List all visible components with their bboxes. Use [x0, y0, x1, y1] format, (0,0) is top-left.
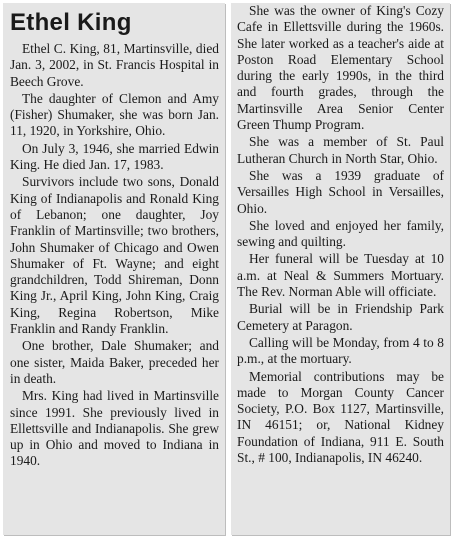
paragraph-birth: The daughter of Clemon and Amy (Fisher) Shumaker, she was born Jan. 11, 1920, in Yorkshire, Ohio.: [10, 90, 219, 139]
paragraph-memorials: Memorial contributions may be made to Morgan County Cancer Society, P.O. Box 1127, Martinsville, IN 46151; or, National Kidney Foundation of Indiana, 911 E. South St., # 100, Indianapolis, IN 46240.: [237, 368, 444, 466]
paragraph-marriage: On July 3, 1946, she married Edwin King. He died Jan. 17, 1983.: [10, 140, 219, 173]
paragraph-education: She was a 1939 graduate of Versailles High School in Versailles, Ohio.: [237, 167, 444, 216]
paragraph-burial: Burial will be in Friendship Park Cemetery at Paragon.: [237, 301, 444, 333]
paragraph-calling: Calling will be Monday, from 4 to 8 p.m., at the mortuary.: [237, 334, 444, 367]
right-column: [231, 3, 450, 535]
paragraph-career: She was the owner of King's Cozy Cafe in Ellettsville during the 1960s. She later worked as a teacher's aide at Poston Road Elementary School during the early 1990s, in the third and fourth grades, through the Martinsville Area Senior Center Green Thump Program.: [237, 3, 444, 133]
paragraph-death: Ethel C. King, 81, Martinsville, died Jan. 3, 2002, in St. Francis Hospital in Beech Grove.: [10, 41, 219, 89]
obituary-title: Ethel King: [10, 9, 132, 36]
left-column: [3, 3, 225, 535]
paragraph-survivors: Survivors include two sons, Donald King of Indianapolis and Ronald King of Lebanon; one daughter, Joy Franklin of Martinsville; two brothers, John Shumaker of Chicago and Owen Shumaker of Ft. Wayne; and eight grandchildren, Todd Shireman, Donn King Jr., April King, John King, Craig King, Regina Robertson, Mike Franklin and Randy Franklin.: [10, 174, 219, 337]
paragraph-funeral: Her funeral will be Tuesday at 10 a.m. at Neal & Summers Mortuary. The Rev. Norman Able will officiate.: [237, 251, 444, 300]
paragraph-hobbies: She loved and enjoyed her family, sewing and quilting.: [237, 217, 444, 250]
paragraph-church: She was a member of St. Paul Lutheran Church in North Star, Ohio.: [237, 134, 444, 166]
newspaper-clipping: [3, 3, 450, 538]
paragraph-residence: Mrs. King had lived in Martinsville since 1991. She previously lived in Ellettsville and Indianapolis. She grew up in Ohio and moved to Indiana in 1940.: [10, 388, 219, 469]
paragraph-preceded: One brother, Dale Shumaker; and one sister, Maida Baker, preceded her in death.: [10, 338, 219, 386]
